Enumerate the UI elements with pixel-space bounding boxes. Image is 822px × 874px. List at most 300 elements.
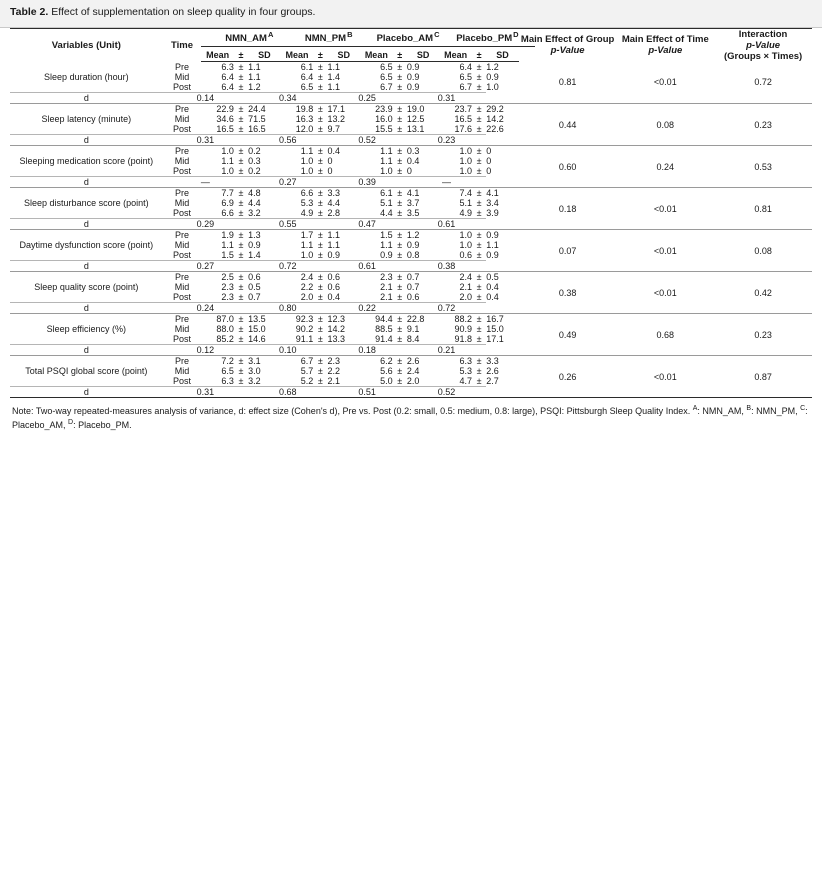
mean-value: 1.1 bbox=[300, 240, 314, 251]
interaction-p-value: 0.53 bbox=[714, 146, 812, 188]
interaction-p-value: 0.23 bbox=[714, 104, 812, 146]
mean-value: 4.7 bbox=[459, 376, 472, 387]
plus-minus-symbol: ± bbox=[476, 166, 482, 177]
effect-size-value: 0.31 bbox=[407, 93, 486, 104]
time-label: Mid bbox=[174, 72, 190, 83]
mean-value: 12.0 bbox=[295, 124, 314, 135]
sd-value: 3.4 bbox=[486, 198, 499, 209]
time-p-value: 0.68 bbox=[616, 314, 714, 356]
sd-value: 0.8 bbox=[406, 250, 420, 261]
plus-minus-symbol: ± bbox=[397, 72, 403, 83]
group-p-value: 0.26 bbox=[519, 356, 617, 398]
time-label: Post bbox=[172, 250, 191, 261]
sd-value: 0 bbox=[327, 156, 333, 167]
mean-value: 6.6 bbox=[281, 188, 314, 199]
sd-value: 2.0 bbox=[406, 376, 420, 387]
mean-value: 1.0 bbox=[439, 146, 472, 157]
plus-minus-symbol: ± bbox=[397, 282, 403, 293]
time-label: Mid bbox=[174, 282, 190, 293]
mean-value: 1.0 bbox=[459, 240, 472, 251]
time-label: Post bbox=[172, 166, 191, 177]
mean-value: 2.3 bbox=[221, 292, 234, 303]
plus-minus-symbol: ± bbox=[317, 114, 323, 125]
group-label: NMN_PM bbox=[304, 33, 347, 45]
time-p-value: <0.01 bbox=[616, 356, 714, 398]
plus-minus-symbol: ± bbox=[476, 124, 482, 135]
mean-value: 2.4 bbox=[439, 272, 472, 283]
mean-value: 5.2 bbox=[300, 376, 314, 387]
mean-value: 4.4 bbox=[380, 208, 393, 219]
plus-minus-symbol: ± bbox=[393, 314, 407, 325]
note-superscript: D bbox=[68, 419, 74, 427]
sd-value: 9.7 bbox=[327, 124, 340, 135]
effect-size-label: d bbox=[10, 345, 163, 356]
table-row bbox=[10, 230, 812, 241]
mean-value: 2.5 bbox=[201, 272, 234, 283]
group-sup: B bbox=[347, 30, 353, 40]
sd-value: 22.8 bbox=[407, 314, 440, 325]
header-main-effect-time: Main Effect of Time p-Value bbox=[616, 28, 714, 62]
plus-minus-symbol: ± bbox=[238, 376, 244, 387]
interaction-p-value: 0.87 bbox=[714, 356, 812, 398]
sd-value: 2.3 bbox=[327, 356, 360, 367]
mean-value: 6.7 bbox=[459, 82, 472, 93]
plus-minus-symbol: ± bbox=[476, 72, 482, 83]
effect-size-label: d bbox=[10, 93, 163, 104]
effect-size-value: 0.72 bbox=[407, 303, 486, 314]
mean-value: 2.1 bbox=[459, 282, 472, 293]
plus-minus-symbol: ± bbox=[238, 366, 244, 377]
plus-minus-symbol: ± bbox=[313, 230, 327, 241]
time-label: Post bbox=[172, 82, 191, 93]
mean-value: 7.2 bbox=[201, 356, 234, 367]
sd-value: 3.2 bbox=[248, 208, 261, 219]
group-label: Placebo_PM bbox=[456, 33, 513, 45]
plus-minus-symbol: ± bbox=[238, 156, 244, 167]
plus-minus-symbol: ± bbox=[313, 188, 327, 199]
sd-value: 2.8 bbox=[327, 208, 340, 219]
mean-value: 15.5 bbox=[375, 124, 393, 135]
plus-minus-symbol: ± bbox=[472, 272, 486, 283]
note-line-2: Index. $^A$: NMN_AM, $^B$: NMN_PM, $^C$: Placebo_AM, $^D$: Placebo_PM. bbox=[12, 405, 808, 431]
mean-value: 4.9 bbox=[459, 208, 472, 219]
effect-size-value: 0.38 bbox=[407, 261, 486, 272]
sd-value: 0.9 bbox=[486, 230, 519, 241]
sleep-quality-table bbox=[10, 28, 812, 399]
plus-minus-symbol: ± bbox=[317, 324, 323, 335]
plus-minus-symbol: ± bbox=[397, 82, 403, 93]
effect-size-value: — bbox=[407, 177, 486, 188]
sd-value: 1.3 bbox=[248, 230, 281, 241]
mean-value: 5.6 bbox=[380, 366, 393, 377]
group-p-value: 0.60 bbox=[519, 146, 617, 188]
sd-value: 0.6 bbox=[248, 272, 281, 283]
time-label: Post bbox=[172, 376, 191, 387]
mean-value: 1.1 bbox=[380, 156, 393, 167]
mean-value: 5.1 bbox=[459, 198, 472, 209]
subheader-pm: ± bbox=[472, 49, 486, 62]
time-label: Pre bbox=[163, 314, 202, 325]
effect-size-value: 0.61 bbox=[407, 219, 486, 230]
plus-minus-symbol: ± bbox=[317, 198, 323, 209]
effect-size-value: 0.51 bbox=[327, 387, 406, 398]
mean-value: 1.0 bbox=[201, 146, 234, 157]
plus-minus-symbol: ± bbox=[313, 314, 327, 325]
sd-value: 0.9 bbox=[486, 250, 499, 261]
table-row bbox=[10, 188, 812, 199]
sd-value: 1.2 bbox=[407, 230, 440, 241]
plus-minus-symbol: ± bbox=[476, 114, 482, 125]
time-p-value: <0.01 bbox=[616, 230, 714, 272]
subheader-pm: ± bbox=[313, 49, 327, 62]
time-label: Mid bbox=[174, 198, 190, 209]
sd-value: 0.9 bbox=[406, 72, 420, 83]
plus-minus-symbol: ± bbox=[476, 250, 482, 261]
mean-value: 1.7 bbox=[281, 230, 314, 241]
plus-minus-symbol: ± bbox=[393, 230, 407, 241]
time-p-value: <0.01 bbox=[616, 188, 714, 230]
mean-value: 16.5 bbox=[454, 114, 472, 125]
sd-value: 4.4 bbox=[327, 198, 340, 209]
mean-value: 2.3 bbox=[360, 272, 393, 283]
plus-minus-symbol: ± bbox=[476, 376, 482, 387]
mean-value: 6.3 bbox=[221, 376, 234, 387]
plus-minus-symbol: ± bbox=[234, 356, 248, 367]
time-label: Mid bbox=[174, 114, 190, 125]
sd-value: 0 bbox=[486, 146, 519, 157]
group-sup: A bbox=[267, 30, 274, 40]
sd-value: 4.8 bbox=[248, 188, 281, 199]
sd-value: 3.3 bbox=[486, 356, 519, 367]
effect-size-value: 0.23 bbox=[407, 135, 486, 146]
time-p-value: 0.24 bbox=[616, 146, 714, 188]
effect-size-value: 0.34 bbox=[248, 93, 327, 104]
sd-value: 15.0 bbox=[248, 324, 266, 335]
mean-value: 4.9 bbox=[300, 208, 314, 219]
plus-minus-symbol: ± bbox=[238, 82, 244, 93]
subheader-sd: SD bbox=[327, 49, 360, 62]
mean-value: 7.7 bbox=[201, 188, 234, 199]
mean-value: 6.2 bbox=[360, 356, 393, 367]
mean-value: 5.0 bbox=[380, 376, 393, 387]
sd-value: 24.4 bbox=[248, 104, 281, 115]
plus-minus-symbol: ± bbox=[393, 356, 407, 367]
plus-minus-symbol: ± bbox=[238, 250, 244, 261]
mean-value: 1.0 bbox=[459, 166, 472, 177]
plus-minus-symbol: ± bbox=[313, 272, 327, 283]
variable-label: Sleep duration (hour) bbox=[44, 71, 129, 82]
caption-text: Effect of supplementation on sleep quality in four groups. bbox=[51, 6, 316, 18]
sd-value: 29.2 bbox=[486, 104, 519, 115]
plus-minus-symbol: ± bbox=[317, 208, 323, 219]
variable-label: Sleeping medication score (point) bbox=[10, 146, 163, 177]
sd-value: 13.2 bbox=[327, 114, 346, 125]
sd-value: 0 bbox=[486, 156, 492, 167]
header-group-placebo-pm bbox=[439, 28, 518, 49]
plus-minus-symbol: ± bbox=[476, 62, 482, 73]
mean-value: 6.7 bbox=[380, 82, 393, 93]
note-superscript: A bbox=[692, 405, 698, 413]
plus-minus-symbol: ± bbox=[472, 146, 486, 157]
time-label: Pre bbox=[163, 146, 202, 157]
sd-value: 3.9 bbox=[486, 208, 499, 219]
sd-value: 0.5 bbox=[486, 272, 519, 283]
sd-value: 12.5 bbox=[406, 114, 425, 125]
sd-value: 0.9 bbox=[406, 62, 420, 73]
sd-value: 3.5 bbox=[406, 208, 420, 219]
mean-value: 5.3 bbox=[459, 366, 472, 377]
plus-minus-symbol: ± bbox=[397, 114, 403, 125]
plus-minus-symbol: ± bbox=[393, 104, 407, 115]
effect-size-value: 0.55 bbox=[248, 219, 327, 230]
effect-size-value: 0.31 bbox=[163, 387, 248, 398]
effect-size-value: 0.52 bbox=[407, 387, 486, 398]
plus-minus-symbol: ± bbox=[317, 82, 323, 93]
subheader-sd: SD bbox=[407, 49, 440, 62]
plus-minus-symbol: ± bbox=[238, 208, 244, 219]
plus-minus-symbol: ± bbox=[313, 356, 327, 367]
plus-minus-symbol: ± bbox=[238, 62, 244, 73]
time-label: Mid bbox=[174, 240, 190, 251]
plus-minus-symbol: ± bbox=[317, 282, 323, 293]
plus-minus-symbol: ± bbox=[397, 250, 403, 261]
time-label: Mid bbox=[174, 366, 190, 377]
plus-minus-symbol: ± bbox=[313, 104, 327, 115]
mean-value: 5.3 bbox=[300, 198, 314, 209]
sd-value: 0.4 bbox=[486, 292, 499, 303]
sd-value: 3.2 bbox=[248, 376, 261, 387]
header-group-nmn-am bbox=[201, 28, 280, 49]
plus-minus-symbol: ± bbox=[397, 208, 403, 219]
plus-minus-symbol: ± bbox=[397, 124, 403, 135]
mean-value: 0.6 bbox=[459, 250, 472, 261]
group-p-value: 0.44 bbox=[519, 104, 617, 146]
header-main-effect-group: Main Effect of Group p-Value bbox=[519, 28, 617, 62]
mean-value: 6.3 bbox=[439, 356, 472, 367]
mean-value: 90.2 bbox=[295, 324, 314, 335]
group-sup: D bbox=[513, 30, 519, 40]
sd-value: 13.5 bbox=[248, 314, 281, 325]
table-row bbox=[10, 62, 812, 73]
sd-value: 3.3 bbox=[327, 188, 360, 199]
mean-value: 1.0 bbox=[459, 156, 472, 167]
mean-value: 88.2 bbox=[439, 314, 472, 325]
effect-size-value: 0.22 bbox=[327, 303, 406, 314]
sd-value: 0.4 bbox=[327, 146, 360, 157]
effect-size-label: d bbox=[10, 135, 163, 146]
mean-value: 1.0 bbox=[300, 166, 314, 177]
plus-minus-symbol: ± bbox=[317, 156, 323, 167]
interaction-p-value: 0.81 bbox=[714, 188, 812, 230]
note-superscript: C bbox=[800, 405, 806, 413]
plus-minus-symbol: ± bbox=[317, 62, 323, 73]
sd-value: 0.7 bbox=[407, 272, 440, 283]
sd-value: 16.5 bbox=[248, 124, 266, 135]
header-group-nmn-pm bbox=[281, 28, 360, 49]
sd-value: 13.1 bbox=[406, 124, 425, 135]
subheader-mean: Mean bbox=[439, 49, 472, 62]
mean-value: 34.6 bbox=[216, 114, 234, 125]
effect-size-label: d bbox=[10, 387, 163, 398]
plus-minus-symbol: ± bbox=[317, 366, 323, 377]
effect-size-label: d bbox=[10, 177, 163, 188]
mean-value: 6.7 bbox=[281, 356, 314, 367]
mean-value: 91.8 bbox=[454, 334, 472, 345]
plus-minus-symbol: ± bbox=[476, 282, 482, 293]
plus-minus-symbol: ± bbox=[317, 292, 323, 303]
time-label: Post bbox=[172, 124, 191, 135]
mean-value: 1.1 bbox=[380, 240, 393, 251]
sd-value: 0.2 bbox=[248, 166, 261, 177]
mean-value: 2.1 bbox=[380, 282, 393, 293]
effect-size-label: d bbox=[10, 261, 163, 272]
mean-value: 88.0 bbox=[216, 324, 234, 335]
variable-label: Sleep quality score (point) bbox=[10, 272, 163, 303]
header-interaction: Interaction p-Value (Groups × Times) bbox=[714, 28, 812, 62]
interaction-p-value: 0.42 bbox=[714, 272, 812, 314]
group-p-value: 0.81 bbox=[558, 77, 577, 88]
group-sup: C bbox=[434, 30, 440, 40]
plus-minus-symbol: ± bbox=[234, 146, 248, 157]
sd-value: 14.2 bbox=[486, 114, 504, 125]
plus-minus-symbol: ± bbox=[393, 272, 407, 283]
mean-value: 85.2 bbox=[216, 334, 234, 345]
sd-value: 0 bbox=[406, 166, 412, 177]
group-label: NMN_AM bbox=[225, 33, 267, 45]
mean-value: 1.5 bbox=[221, 250, 234, 261]
sd-value: 0.7 bbox=[248, 292, 261, 303]
sd-value: 0.9 bbox=[406, 82, 420, 93]
sd-value: 2.4 bbox=[406, 366, 420, 377]
plus-minus-symbol: ± bbox=[472, 104, 486, 115]
time-label: Post bbox=[172, 334, 191, 345]
variable-label: Sleep disturbance score (point) bbox=[10, 188, 163, 219]
mean-value: 6.1 bbox=[360, 188, 393, 199]
sd-value: 1.0 bbox=[486, 82, 499, 93]
sd-value: 2.7 bbox=[486, 376, 499, 387]
mean-value: 2.1 bbox=[380, 292, 393, 303]
effect-size-value: 0.39 bbox=[327, 177, 406, 188]
subheader-sd: SD bbox=[486, 49, 519, 62]
header-variables: Variables (Unit) bbox=[10, 28, 163, 62]
effect-size-value: 0.47 bbox=[327, 219, 406, 230]
plus-minus-symbol: ± bbox=[476, 292, 482, 303]
sd-value: 0.7 bbox=[406, 282, 420, 293]
effect-size-value: 0.24 bbox=[163, 303, 248, 314]
mean-value: 6.4 bbox=[300, 72, 314, 83]
mean-value: 6.9 bbox=[221, 198, 234, 209]
effect-size-label: d bbox=[10, 303, 163, 314]
note-superscript: B bbox=[746, 405, 752, 413]
effect-size-value: 0.21 bbox=[407, 345, 486, 356]
sd-value: 1.4 bbox=[327, 72, 340, 83]
mean-value: 1.0 bbox=[300, 250, 314, 261]
plus-minus-symbol: ± bbox=[476, 198, 482, 209]
mean-value: 6.5 bbox=[459, 72, 472, 83]
plus-minus-symbol: ± bbox=[397, 240, 403, 251]
plus-minus-symbol: ± bbox=[476, 82, 482, 93]
mean-value: 5.7 bbox=[300, 366, 314, 377]
plus-minus-symbol: ± bbox=[393, 146, 407, 157]
mean-value: 6.4 bbox=[221, 82, 234, 93]
plus-minus-symbol: ± bbox=[317, 166, 323, 177]
time-p-value: <0.01 bbox=[653, 77, 677, 88]
sd-value: 0 bbox=[327, 166, 333, 177]
mean-value: 6.5 bbox=[380, 62, 393, 73]
plus-minus-symbol: ± bbox=[238, 240, 244, 251]
subheader-pm: ± bbox=[234, 49, 248, 62]
sd-value: 0.6 bbox=[327, 282, 340, 293]
sd-value: 3.1 bbox=[248, 356, 281, 367]
header-time: Time bbox=[163, 28, 202, 62]
sd-value: 17.1 bbox=[486, 334, 504, 345]
caption-label: Table 2. bbox=[10, 6, 49, 18]
mean-value: 1.0 bbox=[221, 166, 234, 177]
sd-value: 2.1 bbox=[327, 376, 340, 387]
sd-value: 19.0 bbox=[407, 104, 440, 115]
group-p-value: 0.18 bbox=[519, 188, 617, 230]
variable-label: Sleep latency (minute) bbox=[10, 104, 163, 135]
plus-minus-symbol: ± bbox=[476, 240, 482, 251]
time-label: Pre bbox=[163, 188, 202, 199]
plus-minus-symbol: ± bbox=[238, 324, 244, 335]
sd-value: 0.9 bbox=[406, 240, 420, 251]
subheader-mean: Mean bbox=[360, 49, 393, 62]
sd-value: 2.6 bbox=[407, 356, 440, 367]
table-caption bbox=[0, 0, 822, 28]
plus-minus-symbol: ± bbox=[238, 72, 244, 83]
sd-value: 0.4 bbox=[406, 156, 420, 167]
plus-minus-symbol: ± bbox=[397, 156, 403, 167]
sd-value: 4.4 bbox=[248, 198, 261, 209]
subheader-mean: Mean bbox=[201, 49, 234, 62]
effect-size-value: 0.27 bbox=[163, 261, 248, 272]
mean-value: 5.1 bbox=[380, 198, 393, 209]
mean-value: 0.9 bbox=[380, 250, 393, 261]
sd-value: 13.3 bbox=[327, 334, 346, 345]
plus-minus-symbol: ± bbox=[397, 292, 403, 303]
time-label: Mid bbox=[174, 324, 190, 335]
subheader-sd: SD bbox=[248, 49, 281, 62]
mean-value: 1.5 bbox=[360, 230, 393, 241]
plus-minus-symbol: ± bbox=[313, 146, 327, 157]
effect-size-value: 0.14 bbox=[163, 93, 248, 104]
plus-minus-symbol: ± bbox=[238, 282, 244, 293]
plus-minus-symbol: ± bbox=[476, 324, 482, 335]
variable-label: Total PSQI global score (point) bbox=[10, 356, 163, 387]
group-p-value: 0.38 bbox=[519, 272, 617, 314]
time-label: Pre bbox=[163, 272, 202, 283]
table-row bbox=[10, 272, 812, 283]
sd-value: 17.1 bbox=[327, 104, 360, 115]
sd-value: 12.3 bbox=[327, 314, 360, 325]
sd-value: 71.5 bbox=[248, 114, 266, 125]
effect-size-value: 0.68 bbox=[248, 387, 327, 398]
sd-value: 8.4 bbox=[406, 334, 420, 345]
effect-size-value: 0.56 bbox=[248, 135, 327, 146]
sd-value: 0.4 bbox=[327, 292, 340, 303]
plus-minus-symbol: ± bbox=[476, 156, 482, 167]
mean-value: 19.8 bbox=[281, 104, 314, 115]
sd-value: 4.1 bbox=[407, 188, 440, 199]
time-label: Mid bbox=[174, 156, 190, 167]
time-p-value: <0.01 bbox=[616, 272, 714, 314]
mean-value: 6.4 bbox=[221, 72, 234, 83]
plus-minus-symbol: ± bbox=[317, 240, 323, 251]
plus-minus-symbol: ± bbox=[317, 334, 323, 345]
sd-value: 14.2 bbox=[327, 324, 346, 335]
sd-value: 0.9 bbox=[486, 72, 499, 83]
